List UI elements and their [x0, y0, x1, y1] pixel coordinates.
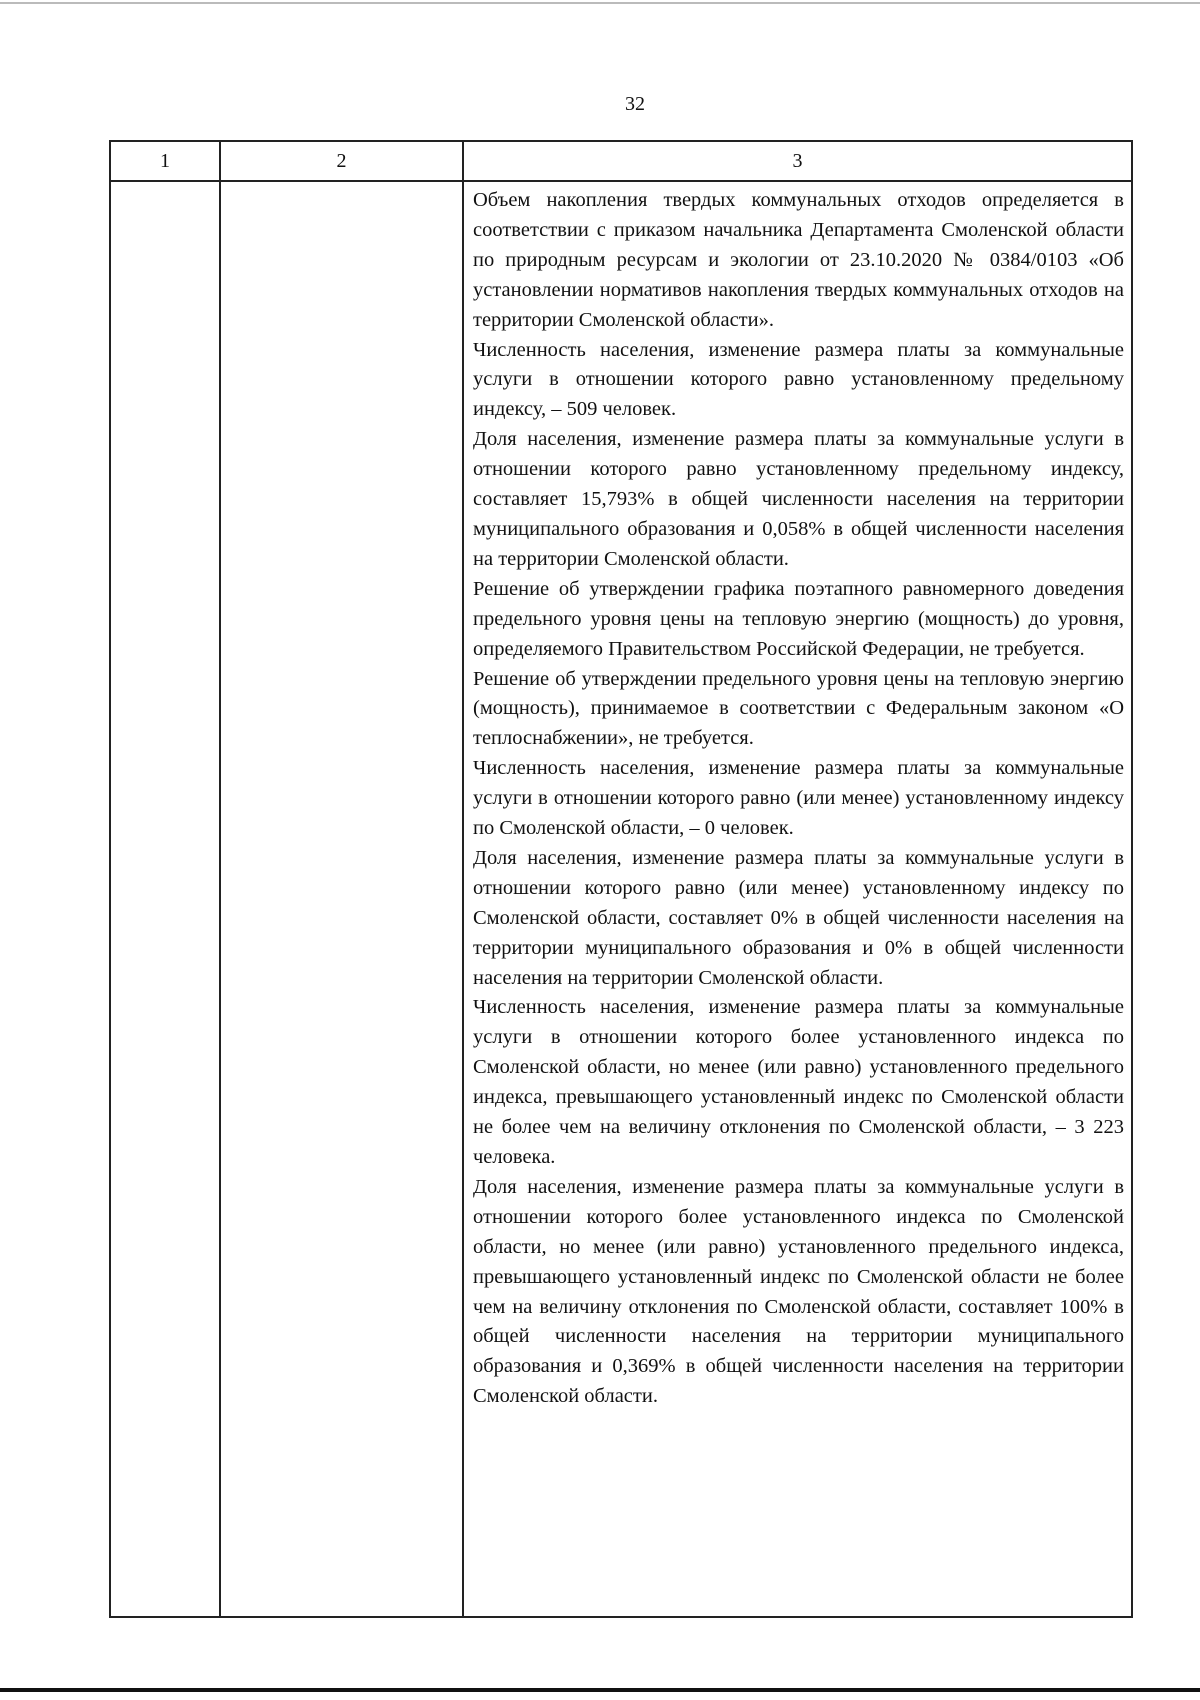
- paragraph-heat-schedule-decision: Решение об утверждении графика поэтапного равномерного доведения предельного уровня цены на тепловую энергию (мощность) до уровня, определяемого Правительством Российской Федерации, не требуется.: [473, 577, 1124, 660]
- column-header-2: 2: [220, 141, 463, 181]
- paragraph-list: [464, 182, 1131, 1412]
- page-number: 32: [625, 93, 645, 115]
- paragraph-population-equal-or-less: Численность населения, изменение размера платы за коммунальные услуги в отношении которого равно (или менее) установленному индексу по Смоленской области, – 0 человек.: [473, 757, 1124, 840]
- cell-column-2: [220, 181, 463, 1617]
- table-row: [110, 181, 1132, 1617]
- cell-column-1: [110, 181, 220, 1617]
- paragraph-waste-volume: Объем накопления твердых коммунальных отходов определяется в соответствии с приказом начальника Департамента Смоленской области по природным ресурсам и экологии от 23.10.2020 № 0384/0103 «Об установлении нормативов накопления твердых коммунальных отходов на территории Смоленской области».: [473, 189, 1124, 331]
- bottom-scan-rule: [0, 1688, 1200, 1692]
- paragraph-population-equal-limit: Численность населения, изменение размера платы за коммунальные услуги в отношении которого равно установленному предельному индексу, – 509 человек.: [473, 338, 1124, 421]
- column-header-3: 3: [463, 141, 1132, 181]
- paragraph-population-above-index: Численность населения, изменение размера платы за коммунальные услуги в отношении которого более установленного индекса по Смоленской области, но менее (или равно) установленного предельного индекса, превышающего установленный индекс по Смоленской области не более чем на величину отклонения по Смоленской области, – 3 223 человека.: [473, 996, 1124, 1168]
- column-header-1: 1: [110, 141, 220, 181]
- document-table: [109, 140, 1133, 1618]
- cell-column-3: [463, 181, 1132, 1617]
- top-scan-rule: [0, 2, 1200, 4]
- table-header-row: [110, 141, 1132, 181]
- paragraph-heat-price-decision: Решение об утверждении предельного уровня цены на тепловую энергию (мощность), принимаемое в соответствии с Федеральным законом «О теплоснабжении», не требуется.: [473, 667, 1124, 750]
- paragraph-share-above-index: Доля населения, изменение размера платы за коммунальные услуги в отношении которого более установленного индекса по Смоленской области, но менее (или равно) установленного предельного индекса, превышающего установленный индекс по Смоленской области не более чем на величину отклонения по Смоленской области, составляет 100% в общей численности населения на территории муниципального образования и 0,369% в общей численности населения на территории Смоленской области.: [473, 1175, 1124, 1408]
- paragraph-share-equal-or-less: Доля населения, изменение размера платы за коммунальные услуги в отношении которого равно (или менее) установленному индексу по Смоленской области, составляет 0% в общей численности населения на территории муниципального образования и 0% в общей численности населения на территории Смоленской области.: [473, 846, 1124, 989]
- paragraph-share-equal-limit: Доля населения, изменение размера платы за коммунальные услуги в отношении которого равно установленному предельному индексу, составляет 15,793% в общей численности населения на территории муниципального образования и 0,058% в общей численности населения на территории Смоленской области.: [473, 428, 1124, 570]
